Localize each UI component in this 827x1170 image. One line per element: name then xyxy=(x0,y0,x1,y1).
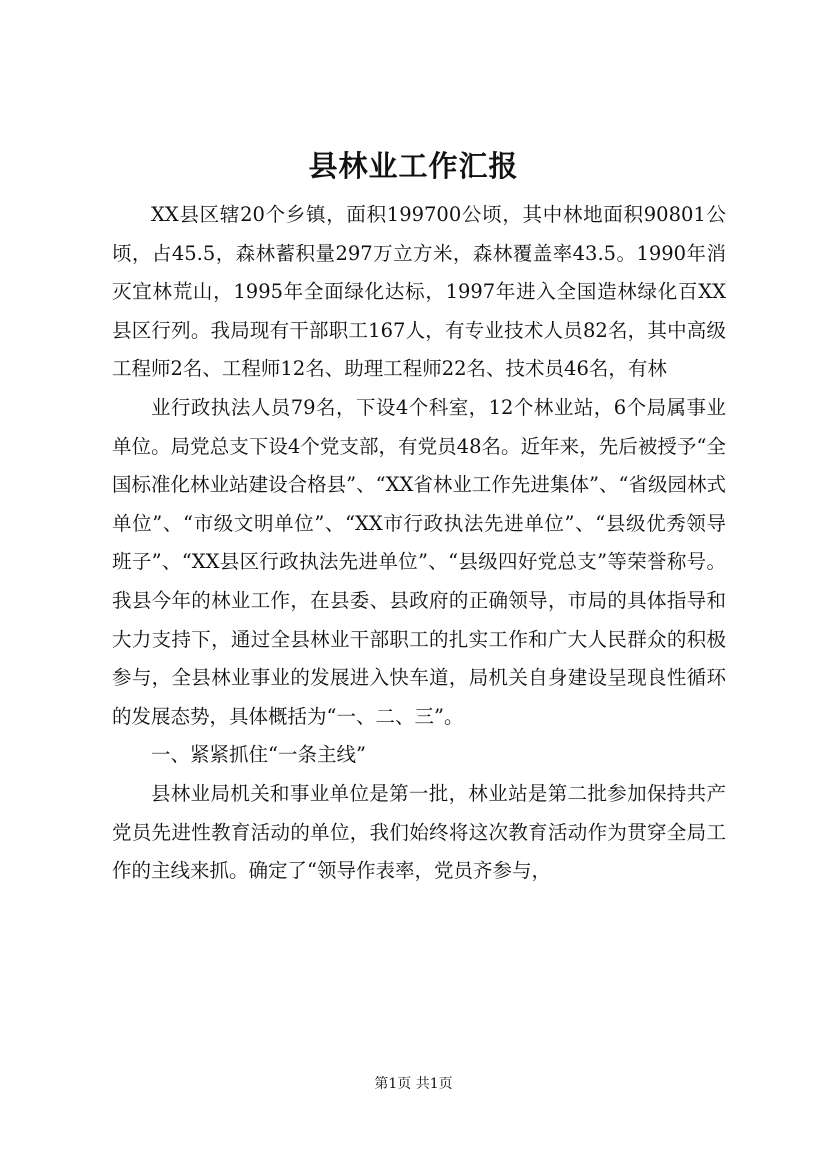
page-footer: 第1页 共1页 xyxy=(374,1076,453,1092)
section-heading: 一、紧紧抓住“一条主线” xyxy=(151,743,366,767)
document-body xyxy=(112,196,726,891)
paragraph-main-line: 县林业局机关和事业单位是第一批，林业站是第二批参加保持共产党员先进性教育活动的单位，我们始终将这次教育活动作为贯穿全局工作的主线来抓。确定了“领导作表率，党员齐参与， xyxy=(112,781,726,883)
paragraph-overview: XX县区辖20个乡镇，面积199700公顷，其中林地面积90801公顷，占45.5，森林蓄积量297万立方米，森林覆盖率43.5。1990年消灭宜林荒山，1995年全面绿化达标，1997年进入全国造林绿化百XX县区行列。我局现有干部职工167人，有专业技术人员82名，其中高级工程师2名、工程师12名、助理工程师22名、技术员46名，有林 xyxy=(112,203,726,381)
document-title: 县林业工作汇报 xyxy=(308,149,519,183)
paragraph-honors: 业行政执法人员79名，下设4个科室，12个林业站，6个局属事业单位。局党总支下设4个党支部，有党员48名。近年来，先后被授予“全国标准化林业站建设合格县”、“XX省林业工作先进集体”、“省级园林式单位”、“市级文明单位”、“XX市行政执法先进单位”、“县级优秀领导班子”、“XX县区行政执法先进单位”、“县级四好党总支”等荣誉称号。我县今年的林业工作，在县委、县政府的正确领导，市局的具体指导和大力支持下，通过全县林业干部职工的扎实工作和广大人民群众的积极参与，全县林业事业的发展进入快车道，局机关自身建设呈现良性循环的发展态势，具体概括为“一、二、三”。 xyxy=(112,395,726,728)
